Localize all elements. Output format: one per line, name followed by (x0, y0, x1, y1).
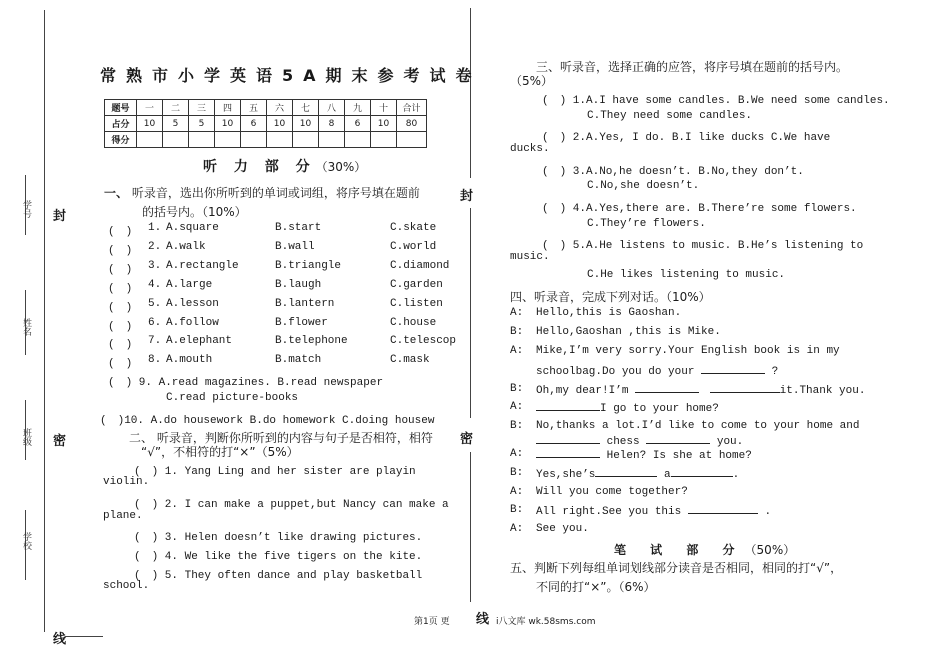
dialogue-line (536, 383, 865, 397)
option-b: B.start (275, 222, 322, 234)
score-earned-cell[interactable] (371, 132, 397, 148)
score-header-cell: 六 (267, 100, 293, 116)
dialogue-line (536, 504, 771, 518)
answer-paren[interactable]: ( ) (108, 245, 133, 257)
student-no-label: 学号 (21, 200, 31, 218)
dialogue-text: Yes,she’s (536, 469, 596, 481)
answer-blank[interactable] (701, 364, 765, 374)
answer-blank[interactable] (646, 434, 710, 444)
s5-title-line1: 五、判断下列每组单词划线部分读音是否相同，相同的打“√”， (510, 561, 843, 575)
written-heading-points: （50%） (744, 543, 796, 557)
dialogue-text: Helen? Is she at home? (606, 450, 752, 462)
s1-title (104, 184, 420, 201)
s2-item-1-cont: violin. (103, 476, 150, 488)
dialogue-line: Will you come together? (536, 486, 688, 498)
option-b: B.laugh (275, 279, 322, 291)
option-b: B.triangle (275, 260, 342, 272)
score-earned-cell[interactable] (241, 132, 267, 148)
center-line-bottom (470, 452, 471, 602)
score-points-cell: 10 (137, 116, 163, 132)
s3-title-line1: 三、听录音，选择正确的应答，将序号填在题前的括号内。 (536, 60, 849, 74)
score-header-cell: 四 (215, 100, 241, 116)
s3-q4-option-c: C.They’re flowers. (587, 218, 706, 230)
s3-q3[interactable]: ( ) 3.A.No,he doesn’t. B.No,they don’t. (542, 166, 804, 178)
option-b: B.match (275, 354, 322, 366)
dialogue-line: Hello,Gaoshan ,this is Mike. (536, 326, 721, 338)
answer-blank[interactable] (688, 504, 758, 514)
score-points-cell: 8 (319, 116, 345, 132)
option-b: B.telephone (275, 335, 348, 347)
answer-blank[interactable] (536, 448, 600, 458)
option-c: C.world (390, 241, 437, 253)
score-header-cell: 八 (319, 100, 345, 116)
listening-heading-text: 听 力 部 分 (203, 159, 316, 175)
score-points-row (105, 116, 427, 132)
s2-item-4[interactable]: ( ) 4. We like the five tigers on the kite. (134, 551, 423, 563)
margin-border-line (44, 10, 45, 632)
option-b: B.wall (275, 241, 315, 253)
answer-paren[interactable]: ( ) (108, 321, 133, 333)
dialogue-text: you. (716, 436, 744, 448)
s3-q1[interactable]: ( ) 1.A.I have some candles. B.We need some candles. (542, 95, 890, 107)
score-header-cell: 一 (137, 100, 163, 116)
score-points-cell: 80 (397, 116, 427, 132)
seal-xian-left: 线 (53, 632, 67, 647)
listening-heading (203, 156, 366, 176)
dialogue-text: Oh,my dear!I’m (536, 385, 629, 397)
score-points-cell: 5 (163, 116, 189, 132)
option-c: C.mask (390, 354, 430, 366)
center-line-top (470, 8, 471, 178)
score-earned-cell[interactable] (137, 132, 163, 148)
option-a: A.walk (166, 241, 206, 253)
answer-blank[interactable] (635, 383, 699, 393)
s3-q4[interactable]: ( ) 4.A.Yes,there are. B.There’re some flowers. (542, 203, 857, 215)
answer-blank[interactable] (595, 467, 657, 477)
item-number: 7. (148, 335, 162, 347)
speaker-label: A: (510, 523, 524, 535)
s2-item-3[interactable]: ( ) 3. Helen doesn’t like drawing pictures. (134, 532, 423, 544)
score-points-cell: 10 (293, 116, 319, 132)
score-header-cell: 十 (371, 100, 397, 116)
s3-q3-option-c: C.No,she doesn’t. (587, 180, 700, 192)
score-earned-cell[interactable] (397, 132, 427, 148)
seal-feng-left: 封 (53, 209, 67, 224)
dialogue-line (536, 434, 743, 448)
answer-paren[interactable]: ( ) (108, 264, 133, 276)
score-earned-cell[interactable] (189, 132, 215, 148)
item-number: 4. (148, 279, 162, 291)
answer-blank[interactable] (710, 383, 780, 393)
speaker-label: B: (510, 467, 524, 479)
dialogue-text: . (732, 469, 740, 481)
speaker-label: B: (510, 326, 524, 338)
answer-paren[interactable]: ( ) (108, 302, 133, 314)
option-a: A.lesson (166, 298, 219, 310)
option-c: C.garden (390, 279, 443, 291)
score-points-cell: 6 (345, 116, 371, 132)
answer-blank[interactable] (536, 401, 600, 411)
dialogue-line: No,thanks a lot.I’d like to come to your home and (536, 420, 860, 432)
page-number: 第1页 更 (414, 617, 450, 627)
dialogue-line: Mike,I’m very sorry.Your English book is in my (536, 345, 840, 357)
school-label: 学校 (21, 532, 31, 550)
s2-item-5[interactable]: ( ) 5. They often dance and play basketball (134, 570, 423, 582)
dialogue-text: I go to your home? (600, 403, 719, 415)
option-a: A.square (166, 222, 219, 234)
score-earned-row (105, 132, 427, 148)
option-c: C.house (390, 317, 437, 329)
s2-item-5-cont: school. (103, 580, 150, 592)
dialogue-line: Hello,this is Gaoshan. (536, 307, 682, 319)
dialogue-text: schoolbag.Do you do your (536, 366, 695, 378)
score-points-cell: 10 (215, 116, 241, 132)
score-earned-cell[interactable] (267, 132, 293, 148)
s3-q1-option-c: C.They need some candles. (587, 110, 753, 122)
s3-q5-cont: music. (510, 251, 550, 263)
dialogue-text: . (764, 506, 772, 518)
written-heading-text: 笔 试 部 分 (614, 543, 745, 557)
written-heading (614, 541, 795, 558)
score-earned-cell[interactable] (215, 132, 241, 148)
score-header-cell: 九 (345, 100, 371, 116)
s1-item10[interactable]: ( )10. A.do housework B.do homework C.doing housew (100, 415, 435, 427)
answer-blank[interactable] (536, 434, 600, 444)
dialogue-line (536, 467, 739, 481)
score-points-cell: 5 (189, 116, 215, 132)
item-number: 5. (148, 298, 162, 310)
score-header-cell: 五 (241, 100, 267, 116)
s1-title-line2: 的括号内。（10%） (142, 205, 247, 219)
answer-blank[interactable] (671, 467, 733, 477)
score-header-cell: 三 (189, 100, 215, 116)
s3-q5-option-c: C.He likes listening to music. (587, 269, 786, 281)
s2-title-line1: 二、 听录音，判断你所听到的内容与句子是否相符，相符 (129, 431, 433, 445)
item-number: 3. (148, 260, 162, 272)
name-label: 姓名 (21, 318, 31, 336)
item-number: 8. (148, 354, 162, 366)
dialogue-line (536, 448, 752, 462)
option-a: A.mouth (166, 354, 213, 366)
option-a: A.rectangle (166, 260, 239, 272)
dialogue-text: a (664, 469, 671, 481)
dialogue-text: All right.See you this (536, 506, 682, 518)
seal-xian-center: 线 (476, 612, 490, 627)
option-b: B.flower (275, 317, 328, 329)
s3-q2-cont: ducks. (510, 143, 550, 155)
score-table (104, 99, 427, 148)
score-points-cell: 占分 (105, 116, 137, 132)
answer-paren[interactable]: ( ) (108, 358, 133, 370)
speaker-label: B: (510, 504, 524, 516)
dialogue-line (536, 401, 719, 415)
item-number: 6. (148, 317, 162, 329)
score-points-cell: 6 (241, 116, 267, 132)
answer-paren[interactable]: ( ) (108, 339, 133, 351)
score-earned-cell[interactable] (293, 132, 319, 148)
score-header-cell: 合计 (397, 100, 427, 116)
option-c: C.listen (390, 298, 443, 310)
s2-title-line2: “√”，不相符的打“×”（5%） (141, 445, 299, 459)
dialogue-text: it.Thank you. (779, 385, 866, 397)
answer-paren[interactable]: ( ) (108, 283, 133, 295)
score-earned-label: 得分 (105, 132, 137, 148)
option-c: C.telescop (390, 335, 457, 347)
class-label: 班级 (21, 428, 31, 446)
s4-title: 四、听录音，完成下列对话。（10%） (510, 290, 711, 304)
answer-paren[interactable]: ( ) (108, 226, 133, 238)
center-line-mid (470, 208, 471, 418)
seal-mi-center: 密 (460, 432, 474, 447)
seal-mi-left: 密 (53, 434, 67, 449)
score-header-cell: 题号 (105, 100, 137, 116)
option-a: A.elephant (166, 335, 233, 347)
score-points-cell: 10 (371, 116, 397, 132)
speaker-label: A: (510, 345, 524, 357)
s2-item-1[interactable]: ( ) 1. Yang Ling and her sister are playin (134, 466, 416, 478)
s2-item-2-cont: plane. (103, 510, 143, 522)
s5-title-line2: 不同的打“×”。（6%） (536, 580, 656, 594)
exam-title: 常熟市小学英语5A期末参考试卷 (100, 66, 482, 85)
s1-number: 一、 (104, 186, 129, 200)
option-c: C.diamond (390, 260, 450, 272)
s3-q5[interactable]: ( ) 5.A.He listens to music. B.He’s listening to (542, 240, 864, 252)
score-earned-cell[interactable] (319, 132, 345, 148)
seal-feng-center: 封 (460, 189, 474, 204)
score-earned-cell[interactable] (345, 132, 371, 148)
speaker-label: A: (510, 401, 524, 413)
item-number: 2. (148, 241, 162, 253)
speaker-label: A: (510, 307, 524, 319)
score-points-cell: 10 (267, 116, 293, 132)
s3-title-line2: （5%） (510, 74, 554, 88)
score-header-cell: 七 (293, 100, 319, 116)
score-header-row (105, 100, 427, 116)
s1-item9[interactable]: ( ) 9. A.read magazines. B.read newspaper (108, 377, 384, 389)
s2-item-2[interactable]: ( ) 2. I can make a puppet,but Nancy can make a (134, 499, 449, 511)
s1-item9-line2: C.read picture-books (166, 392, 299, 404)
speaker-label: B: (510, 383, 524, 395)
option-c: C.skate (390, 222, 437, 234)
score-earned-cell[interactable] (163, 132, 189, 148)
option-a: A.large (166, 279, 213, 291)
dialogue-text: chess (606, 436, 640, 448)
item-number: 1. (148, 222, 162, 234)
seal-dash-left (65, 636, 103, 637)
dialogue-text: ? (771, 366, 779, 378)
option-b: B.lantern (275, 298, 335, 310)
option-a: A.follow (166, 317, 219, 329)
score-header-cell: 二 (163, 100, 189, 116)
s3-q2[interactable]: ( ) 2.A.Yes, I do. B.I like ducks C.We have (542, 132, 831, 144)
speaker-label: A: (510, 448, 524, 460)
dialogue-line (536, 364, 778, 378)
speaker-label: A: (510, 486, 524, 498)
dialogue-line: See you. (536, 523, 589, 535)
s1-title-line1: 听录音，选出你所听到的单词或词组，将序号填在题前 (131, 186, 420, 200)
watermark: i八文库 wk.58sms.com (496, 617, 596, 627)
listening-heading-points: （30%） (315, 160, 367, 174)
speaker-label: B: (510, 420, 524, 432)
